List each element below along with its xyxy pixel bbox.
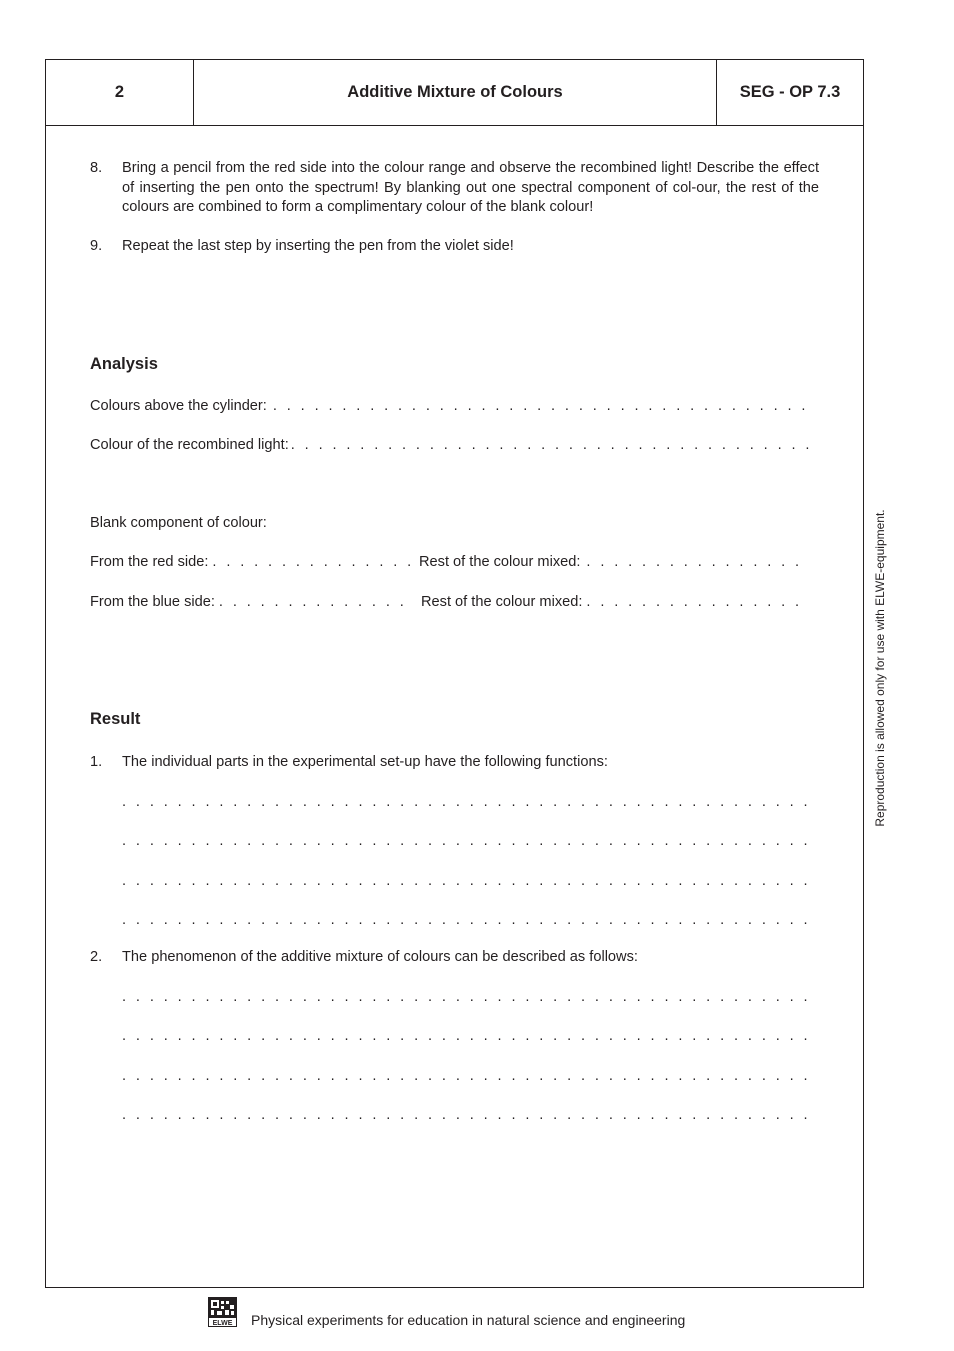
document-code: SEG - OP 7.3 <box>739 83 841 101</box>
fill-in-dots <box>122 872 810 892</box>
fill-in-dots <box>273 397 810 417</box>
colours-above-label: Colours above the cylinder: <box>90 398 267 414</box>
step-number: 9. <box>90 238 103 254</box>
fill-in-dots <box>291 436 810 456</box>
recombined-row <box>90 436 810 456</box>
fill-in-dots <box>122 1106 810 1126</box>
answer-line <box>122 793 810 813</box>
footer-tagline: Physical experiments for education in natural science and engineering <box>251 1312 686 1328</box>
page-number: 2 <box>46 60 194 125</box>
answer-line <box>122 1067 810 1087</box>
fill-in-dots <box>219 593 412 613</box>
answer-line <box>122 1106 810 1126</box>
step-text: Repeat the last step by inserting the pen from the violet side! <box>122 238 514 254</box>
fill-in-dots <box>586 593 810 613</box>
result-heading: Result <box>90 710 141 728</box>
fill-in-dots <box>122 1027 810 1047</box>
rest-mixed-label: Rest of the colour mixed: <box>419 554 581 570</box>
blue-side-row <box>90 593 412 613</box>
red-rest-row <box>419 553 810 573</box>
fill-in-dots <box>212 553 415 573</box>
answer-line <box>122 988 810 1008</box>
blue-side-label: From the blue side: <box>90 594 215 610</box>
answer-line <box>122 872 810 892</box>
elwe-logo-icon <box>208 1297 237 1327</box>
step-number: 8. <box>90 160 103 176</box>
blank-component-label: Blank component of colour: <box>90 515 267 531</box>
svg-text:ELWE: ELWE <box>212 1320 233 1327</box>
blue-rest-row <box>421 593 810 613</box>
result-number: 1. <box>90 754 103 770</box>
fill-in-dots <box>122 793 810 813</box>
fill-in-dots <box>122 1067 810 1087</box>
answer-line <box>122 911 810 931</box>
result-text: The individual parts in the experimental set-up have the following functions: <box>122 754 608 770</box>
fill-in-dots <box>586 553 810 573</box>
fill-in-dots <box>122 832 810 852</box>
reproduction-notice: Reproduction is allowed only for use with ELWE-equipment. <box>873 509 887 827</box>
fill-in-dots <box>122 988 810 1008</box>
answer-line <box>122 1027 810 1047</box>
fill-in-dots <box>122 911 810 931</box>
red-side-row <box>90 553 415 573</box>
recombined-label: Colour of the recombined light: <box>90 437 289 453</box>
colours-above-row <box>90 397 810 417</box>
red-side-label: From the red side: <box>90 554 209 570</box>
analysis-heading: Analysis <box>90 355 158 373</box>
header-table <box>46 60 863 126</box>
rest-mixed-label: Rest of the colour mixed: <box>421 594 583 610</box>
answer-line <box>122 832 810 852</box>
result-text: The phenomenon of the additive mixture of colours can be described as follows: <box>122 949 638 965</box>
result-number: 2. <box>90 949 103 965</box>
page-title: Additive Mixture of Colours <box>194 60 717 125</box>
step-text: Bring a pencil from the red side into the colour range and observe the recombined light! Describe the effect of inserting the pen onto the spectrum! By blanking out one spectral component of col-our, the rest of the colours are combined to form a complimentary colour of the blank colour! <box>122 160 819 215</box>
